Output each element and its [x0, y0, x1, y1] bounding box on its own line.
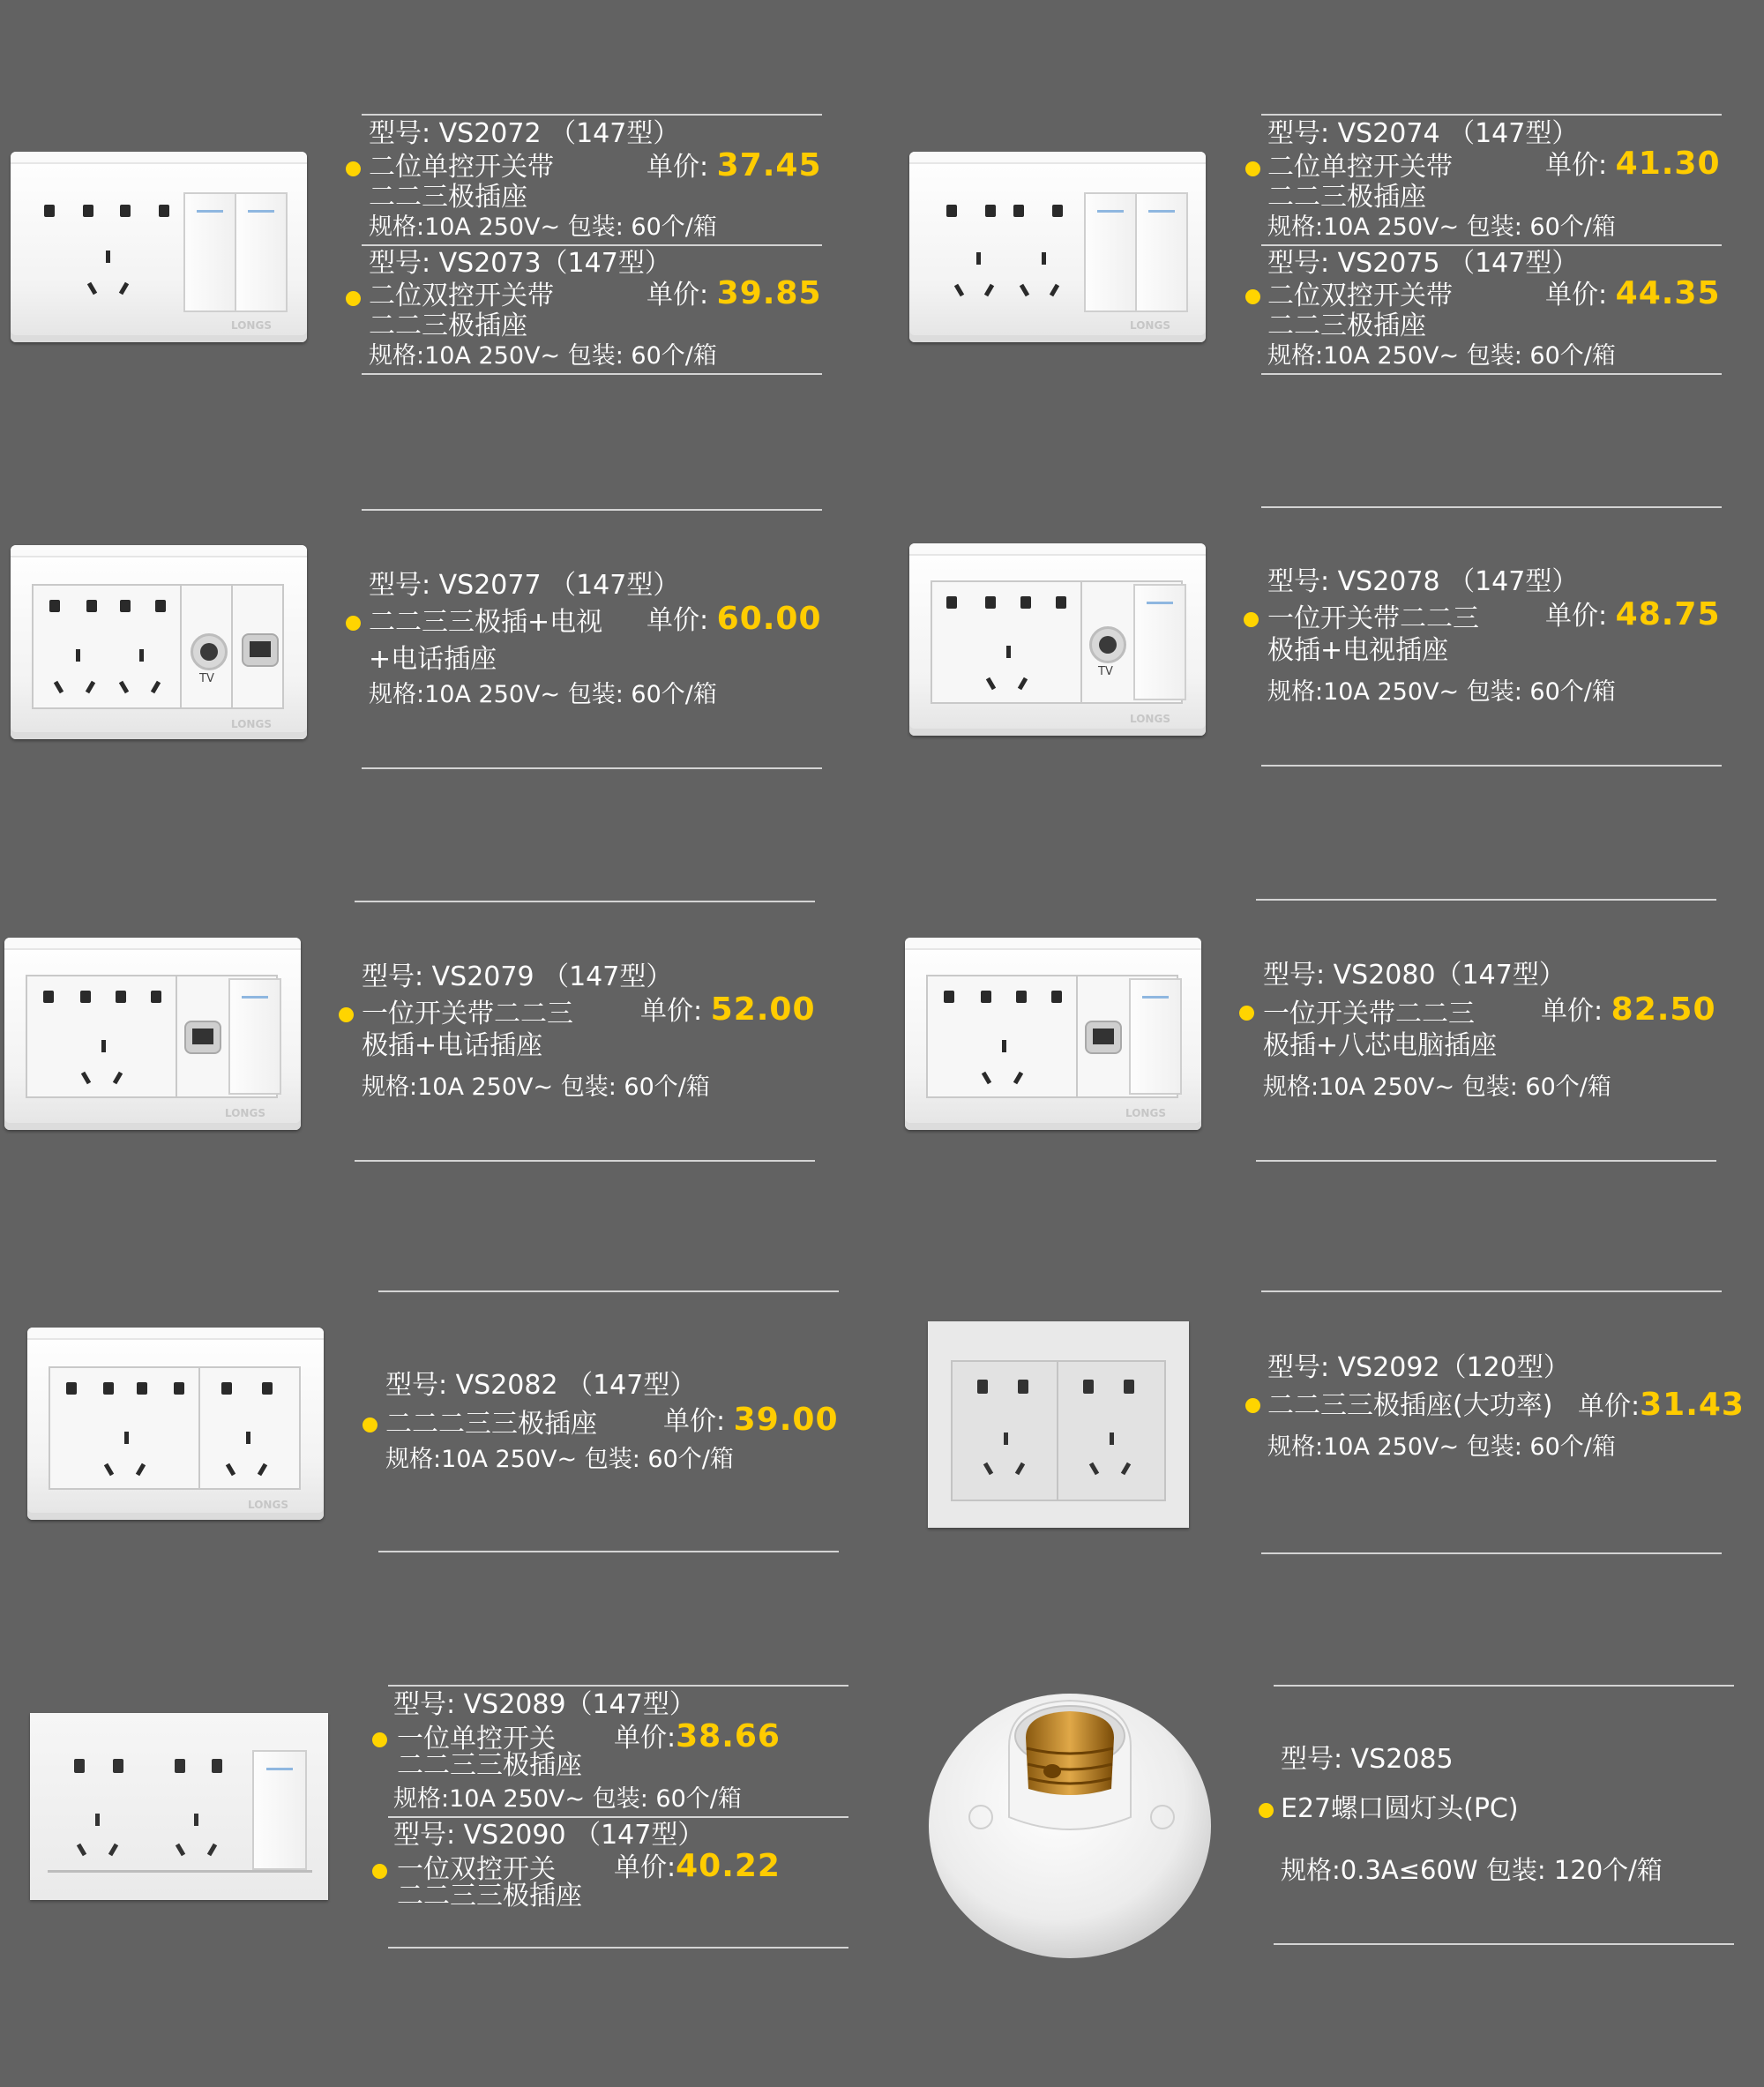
model-vs2072: 型号: VS2072 （147型）	[369, 118, 680, 149]
price-vs2089: 单价:38.66	[614, 1718, 781, 1754]
computer-jack-icon	[1085, 1021, 1122, 1054]
model-vs2082: 型号: VS2082 （147型）	[385, 1370, 697, 1401]
bullet-dot-icon	[1245, 161, 1260, 176]
price-vs2092: 单价:31.43	[1578, 1387, 1745, 1423]
price-vs2080: 单价: 82.50	[1541, 991, 1716, 1028]
bullet-dot-icon	[1245, 1398, 1260, 1413]
bullet-dot-icon	[346, 616, 361, 631]
spec-vs2072: 规格:10A 250V~ 包装: 60个/箱	[369, 213, 717, 241]
bullet-dot-icon	[372, 1864, 387, 1879]
spec-vs2077: 规格:10A 250V~ 包装: 60个/箱	[369, 681, 717, 708]
product-image-vs2080: LONGS	[905, 938, 1201, 1130]
spec-vs2078: 规格:10A 250V~ 包装: 60个/箱	[1267, 678, 1616, 706]
model-vs2077: 型号: VS2077 （147型）	[369, 570, 680, 601]
spec-vs2080: 规格:10A 250V~ 包装: 60个/箱	[1263, 1073, 1611, 1101]
spec-vs2082: 规格:10A 250V~ 包装: 60个/箱	[385, 1446, 734, 1473]
price-vs2090: 单价:40.22	[614, 1848, 781, 1884]
product-image-vs2074: LONGS	[909, 152, 1206, 342]
model-vs2074: 型号: VS2074 （147型）	[1267, 118, 1579, 149]
price-vs2075: 单价: 44.35	[1545, 275, 1721, 311]
spec-vs2075: 规格:10A 250V~ 包装: 60个/箱	[1267, 342, 1616, 370]
spec-vs2085: 规格:0.3A≤60W 包装: 120个/箱	[1281, 1855, 1663, 1885]
model-vs2078: 型号: VS2078 （147型）	[1267, 566, 1579, 597]
product-image-vs2085	[928, 1685, 1212, 1963]
model-vs2073: 型号: VS2073（147型）	[369, 248, 671, 279]
price-vs2074: 单价: 41.30	[1545, 146, 1721, 182]
product-image-vs2089	[30, 1713, 328, 1900]
spec-vs2092: 规格:10A 250V~ 包装: 60个/箱	[1267, 1433, 1616, 1461]
bullet-dot-icon	[363, 1418, 377, 1432]
product-image-vs2072: LONGS	[11, 152, 307, 342]
spec-vs2089: 规格:10A 250V~ 包装: 60个/箱	[393, 1785, 742, 1813]
desc-vs2072: 二位单控开关带	[369, 152, 554, 183]
bullet-dot-icon	[1244, 612, 1259, 627]
bullet-dot-icon	[372, 1732, 387, 1747]
tv-jack-icon	[191, 633, 228, 670]
product-image-vs2092	[928, 1321, 1189, 1528]
bullet-dot-icon	[1259, 1803, 1274, 1818]
tv-jack-icon	[1089, 626, 1126, 663]
product-image-vs2082: LONGS	[27, 1328, 324, 1520]
price-vs2082: 单价: 39.00	[663, 1402, 839, 1438]
product-image-vs2079: LONGS	[4, 938, 301, 1130]
spec-vs2074: 规格:10A 250V~ 包装: 60个/箱	[1267, 213, 1616, 241]
model-vs2089: 型号: VS2089（147型）	[393, 1689, 696, 1720]
phone-jack-icon	[184, 1021, 221, 1054]
model-vs2080: 型号: VS2080（147型）	[1263, 960, 1566, 991]
phone-jack-icon	[242, 633, 279, 667]
price-vs2072: 单价: 37.45	[647, 147, 822, 183]
bullet-dot-icon	[1245, 289, 1260, 304]
product-image-vs2078: TV LONGS	[909, 543, 1206, 736]
desc-vs2085: E27螺口圆灯头(PC)	[1281, 1793, 1519, 1824]
bullet-dot-icon	[346, 161, 361, 176]
price-vs2079: 单价: 52.00	[640, 991, 816, 1028]
product-image-vs2077: TV LONGS	[11, 545, 307, 739]
bullet-dot-icon	[1239, 1006, 1254, 1021]
model-vs2085: 型号: VS2085	[1281, 1744, 1454, 1775]
bullet-dot-icon	[339, 1007, 354, 1022]
spec-vs2073: 规格:10A 250V~ 包装: 60个/箱	[369, 342, 717, 370]
price-vs2077: 单价: 60.00	[647, 601, 822, 637]
price-vs2073: 单价: 39.85	[647, 275, 822, 311]
bullet-dot-icon	[346, 291, 361, 306]
spec-vs2079: 规格:10A 250V~ 包装: 60个/箱	[362, 1073, 710, 1101]
model-vs2075: 型号: VS2075 （147型）	[1267, 248, 1579, 279]
price-vs2078: 单价: 48.75	[1545, 596, 1721, 632]
model-vs2090: 型号: VS2090 （147型）	[393, 1820, 705, 1851]
model-vs2092: 型号: VS2092（120型）	[1267, 1352, 1570, 1383]
model-vs2079: 型号: VS2079 （147型）	[362, 961, 673, 992]
